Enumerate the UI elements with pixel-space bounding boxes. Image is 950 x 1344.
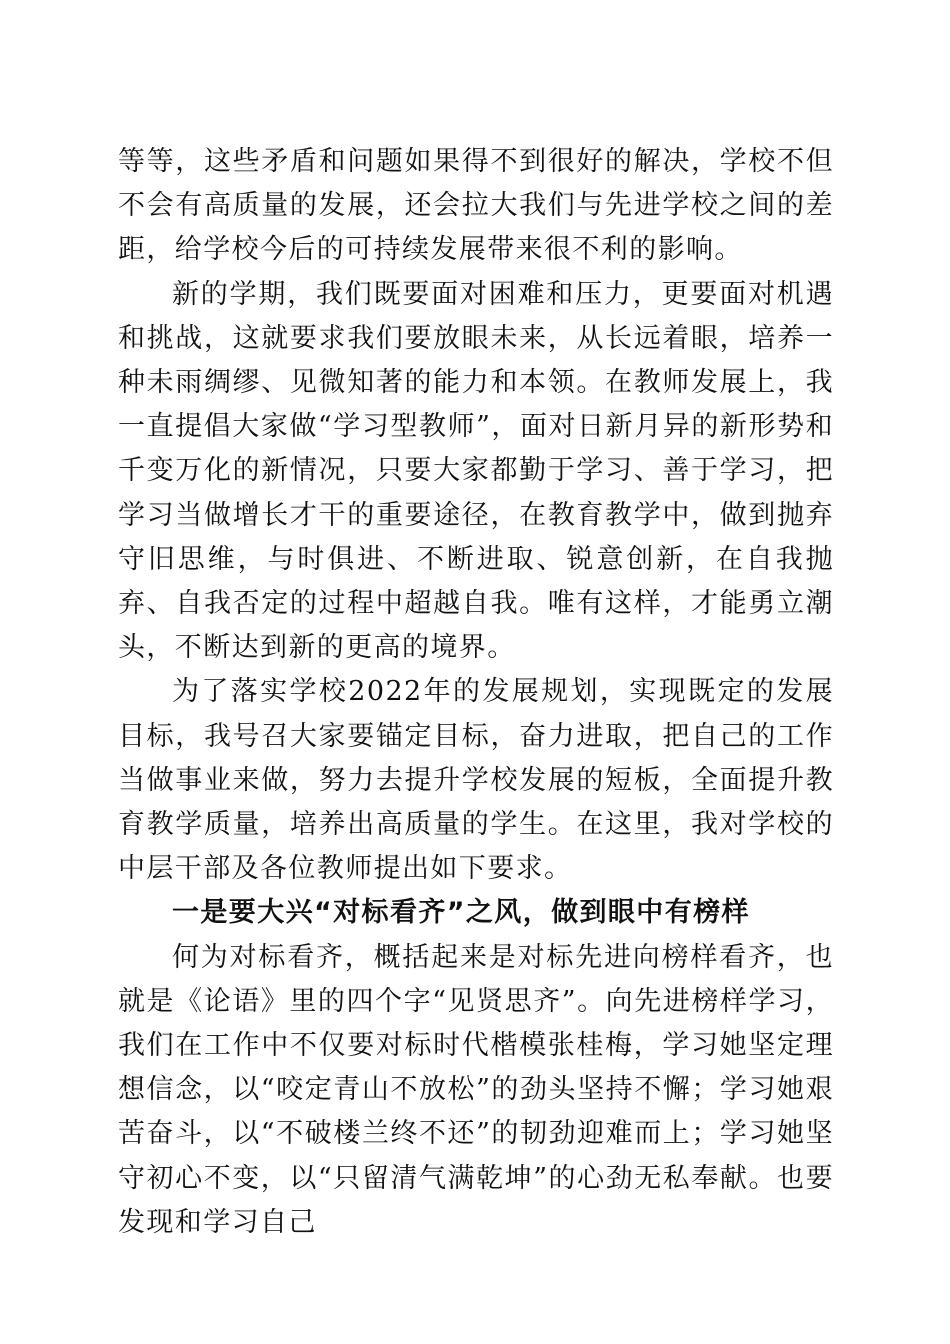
- paragraph-development-plan: 为了落实学校2022年的发展规划，实现既定的发展目标，我号召大家要锚定目标，奋力进取，把自己的工作当做事业来做，努力去提升学校发展的短板，全面提升教育教学质量，培养出高质量的学生。在这里，我对学校的中层干部及各位教师提出如下要求。: [118, 676, 834, 885]
- document-body: [118, 140, 834, 1245]
- paragraph-benchmarking: 何为对标看齐，概括起来是对标先进向榜样看齐，也就是《论语》里的四个字“见贤思齐”。向先进榜样学习，我们在工作中不仅要对标时代楷模张桂梅，学习她坚定理想信念，以“咬定青山不放松”的劲头坚持不懈；学习她艰苦奋斗，以“不破楼兰终不还”的韧劲迎难而上；学习她坚守初心不变，以“只留清气满乾坤”的心劲无私奉献。也要发现和学习自己: [118, 941, 834, 1238]
- paragraph-continuation: 等等，这些矛盾和问题如果得不到很好的解决，学校不但不会有高质量的发展，还会拉大我们与先进学校之间的差距，给学校今后的可持续发展带来很不利的影响。: [118, 146, 834, 266]
- paragraph-new-semester: 新的学期，我们既要面对困难和压力，更要面对机遇和挑战，这就要求我们要放眼未来，从长远着眼，培养一种未雨绸缪、见微知著的能力和本领。在教师发展上，我一直提倡大家做“学习型教师”，面对日新月异的新形势和千变万化的新情况，只要大家都勤于学习、善于学习，把学习当做增长才干的重要途径，在教育教学中，做到抛弃守旧思维，与时俱进、不断进取、锐意创新，在自我抛弃、自我否定的过程中超越自我。唯有这样，才能勇立潮头，不断达到新的更高的境界。: [118, 278, 834, 664]
- section-heading: 一是要大兴“对标看齐”之风，做到眼中有榜样: [172, 897, 750, 929]
